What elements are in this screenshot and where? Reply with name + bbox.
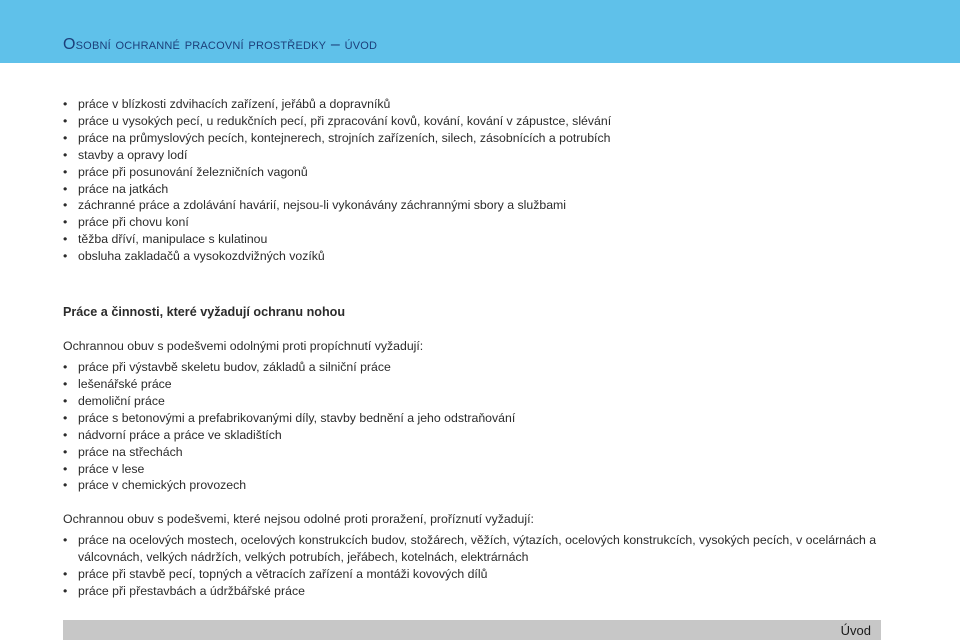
list-item: • demoliční práce (63, 393, 883, 410)
hazard-work-list (63, 96, 883, 265)
list-item: • práce na střechách (63, 444, 883, 461)
list-item: • práce při chovu koní (63, 214, 883, 231)
list-item: • práce při výstavbě skeletu budov, základů a silniční práce (63, 359, 883, 376)
main-content (63, 96, 883, 600)
list-item: • těžba dříví, manipulace s kulatinou (63, 231, 883, 248)
non-resistant-list (63, 532, 883, 600)
list-item: • práce při stavbě pecí, topných a větracích zařízení a montáži kovových dílů (63, 566, 883, 583)
list-item: • práce na průmyslových pecích, kontejnerech, strojních zařízeních, silech, zásobnících a potrubích (63, 130, 883, 147)
footer-section-label: Úvod (840, 623, 871, 638)
list-item: • práce při přestavbách a údržbářské práce (63, 583, 883, 600)
list-item: • lešenářské práce (63, 376, 883, 393)
puncture-resistant-list (63, 359, 883, 494)
list-item: • záchranné práce a zdolávání havárií, nejsou-li vykonávány záchrannými sbory a službami (63, 197, 883, 214)
list-item: • obsluha zakladačů a vysokozdvižných vozíků (63, 248, 883, 265)
list-item: • práce v lese (63, 461, 883, 478)
list-item: • práce při posunování železničních vagonů (63, 164, 883, 181)
list-item: • práce na jatkách (63, 181, 883, 198)
list-item: • práce na ocelových mostech, ocelových konstrukcích budov, stožárech, věžích, výtazích, ocelových konstrukcích, vysokých pecích, v ocelárnách a válcovnách, velkých nádržích, velkých potrubích, jeřábech, kotelnách, elektrárnách (63, 532, 883, 566)
list-item: • stavby a opravy lodí (63, 147, 883, 164)
paragraph-puncture-resistant: Ochrannou obuv s podešvemi odolnými proti propíchnutí vyžadují: (63, 339, 424, 354)
section-heading: Práce a činnosti, které vyžadují ochranu nohou (63, 305, 346, 320)
page-title: Osobní ochranné pracovní prostředky – úvod (63, 36, 378, 53)
paragraph-non-resistant: Ochrannou obuv s podešvemi, které nejsou odolné proti proražení, proříznutí vyžadují: (63, 512, 534, 527)
list-item: • práce v chemických provozech (63, 477, 883, 494)
list-item: • práce u vysokých pecí, u redukčních pecí, při zpracování kovů, kování, kování v zápustce, slévání (63, 113, 883, 130)
list-item: • práce v blízkosti zdvihacích zařízení, jeřábů a dopravníků (63, 96, 883, 113)
list-item: • práce s betonovými a prefabrikovanými díly, stavby bednění a jeho odstraňování (63, 410, 883, 427)
list-item: • nádvorní práce a práce ve skladištích (63, 427, 883, 444)
footer-band (63, 620, 881, 640)
